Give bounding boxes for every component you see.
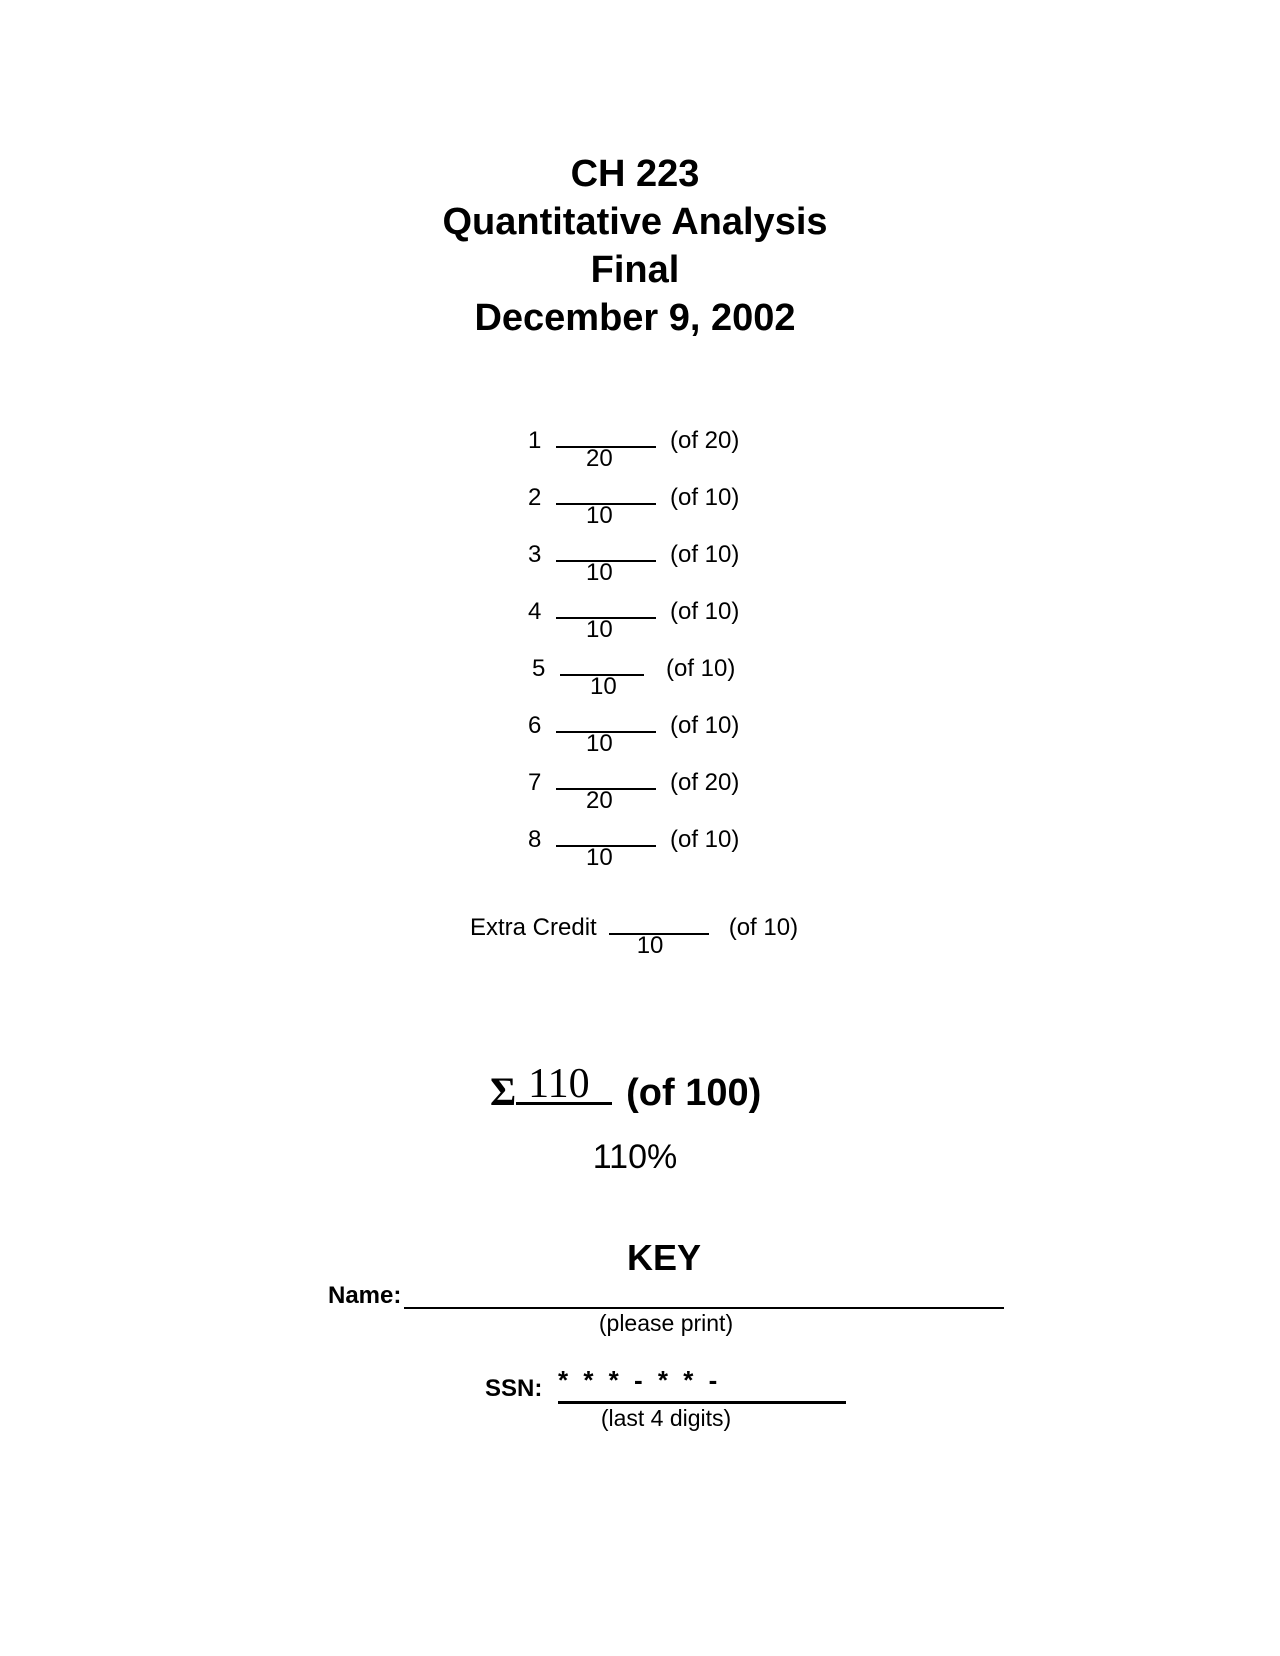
extra-credit-max: (of 10) bbox=[728, 914, 799, 941]
extra-credit-blank bbox=[609, 932, 709, 959]
score-blank bbox=[560, 673, 644, 700]
score-row-1 bbox=[528, 426, 740, 472]
question-number: 5 bbox=[532, 655, 546, 682]
question-number: 6 bbox=[528, 712, 542, 739]
score-value: 10 bbox=[590, 673, 617, 700]
score-blank bbox=[556, 502, 656, 529]
total-blank bbox=[516, 1062, 612, 1105]
score-blank bbox=[556, 730, 656, 757]
max-score: (of 10) bbox=[666, 655, 736, 682]
ssn-field[interactable] bbox=[558, 1401, 846, 1404]
ssn-hint: (last 4 digits) bbox=[600, 1405, 732, 1431]
score-row-2 bbox=[528, 483, 740, 529]
score-blank bbox=[556, 559, 656, 586]
score-blank bbox=[556, 445, 656, 472]
score-row-5 bbox=[532, 654, 736, 700]
total-percent: 110% bbox=[592, 1138, 678, 1176]
course-title: Quantitative Analysis bbox=[442, 201, 828, 243]
total-max: (of 100) bbox=[626, 1072, 762, 1114]
score-blank bbox=[556, 616, 656, 643]
score-value: 10 bbox=[586, 616, 613, 643]
total-score-row bbox=[490, 1062, 761, 1112]
score-value: 10 bbox=[586, 730, 613, 757]
score-blank bbox=[556, 844, 656, 871]
score-row-6 bbox=[528, 711, 740, 757]
score-value: 10 bbox=[586, 502, 613, 529]
course-code: CH 223 bbox=[570, 153, 700, 195]
max-score: (of 10) bbox=[670, 826, 740, 853]
question-number: 1 bbox=[528, 427, 542, 454]
max-score: (of 10) bbox=[670, 712, 740, 739]
question-number: 8 bbox=[528, 826, 542, 853]
question-number: 2 bbox=[528, 484, 542, 511]
extra-credit-label: Extra Credit bbox=[470, 914, 597, 941]
exam-name: Final bbox=[590, 249, 680, 291]
extra-credit-score: 10 bbox=[636, 932, 664, 959]
score-value: 10 bbox=[586, 559, 613, 586]
sigma-symbol: Σ bbox=[490, 1069, 517, 1114]
name-label: Name: bbox=[328, 1282, 402, 1309]
total-score: 110 bbox=[528, 1061, 590, 1107]
ssn-value: * * * - * * - bbox=[558, 1365, 722, 1395]
score-value: 10 bbox=[586, 844, 613, 871]
score-row-4 bbox=[528, 597, 740, 643]
question-number: 7 bbox=[528, 769, 542, 796]
question-number: 4 bbox=[528, 598, 542, 625]
max-score: (of 10) bbox=[670, 541, 740, 568]
key-label: KEY bbox=[627, 1237, 702, 1278]
score-row-8 bbox=[528, 825, 740, 871]
max-score: (of 20) bbox=[670, 769, 740, 796]
score-row-7 bbox=[528, 768, 740, 814]
score-row-3 bbox=[528, 540, 740, 586]
score-value: 20 bbox=[586, 787, 613, 814]
name-hint: (please print) bbox=[598, 1310, 734, 1336]
max-score: (of 10) bbox=[670, 598, 740, 625]
max-score: (of 20) bbox=[670, 427, 740, 454]
name-field[interactable] bbox=[404, 1307, 1004, 1309]
question-number: 3 bbox=[528, 541, 542, 568]
exam-header bbox=[0, 150, 1270, 342]
score-value: 20 bbox=[586, 445, 613, 472]
ssn-label: SSN: bbox=[485, 1375, 543, 1402]
exam-date: December 9, 2002 bbox=[474, 297, 796, 339]
extra-credit-row bbox=[470, 913, 799, 959]
score-blank bbox=[556, 787, 656, 814]
max-score: (of 10) bbox=[670, 484, 740, 511]
